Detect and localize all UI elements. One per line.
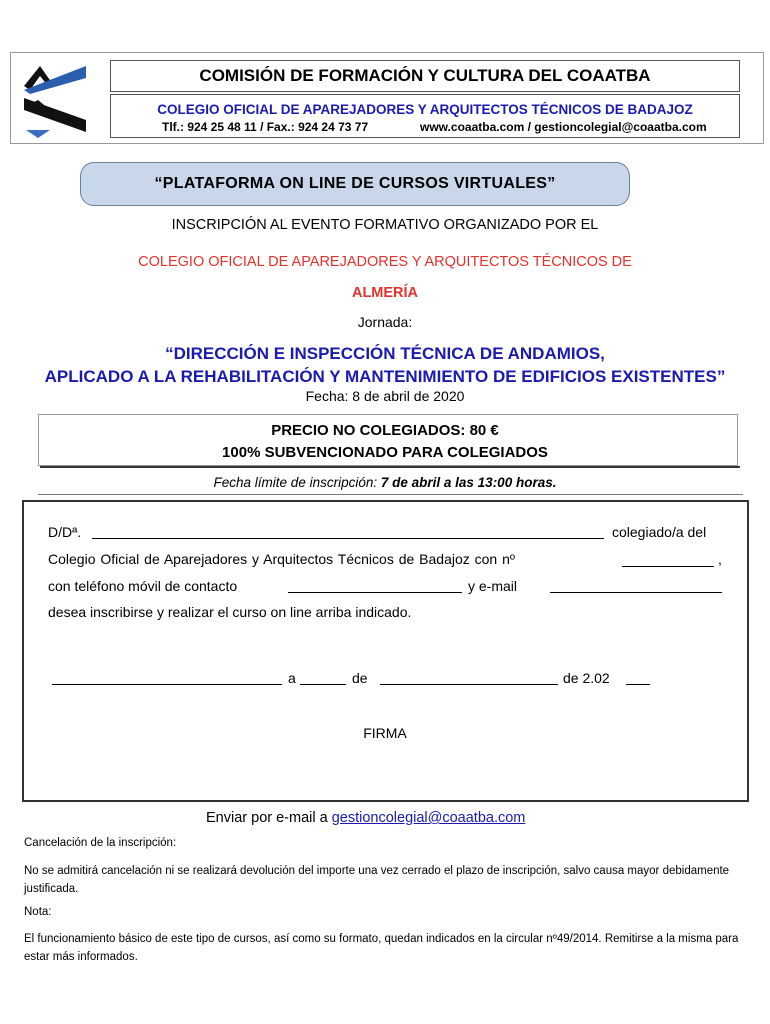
- price-non-members: PRECIO NO COLEGIADOS: 80 €: [271, 422, 499, 439]
- phone-field[interactable]: [288, 592, 462, 593]
- send-email-label: Enviar por e-mail a: [206, 810, 328, 826]
- event-date: Fecha: 8 de abril de 2020: [305, 388, 465, 404]
- dd-label: D/Dª.: [48, 524, 82, 540]
- date-a: a: [288, 670, 296, 686]
- registration-form: [22, 500, 749, 802]
- divider: [38, 494, 743, 495]
- name-field[interactable]: [92, 538, 604, 539]
- header-web: www.coaatba.com / gestioncolegial@coaatba.com: [420, 120, 707, 134]
- header-title: COMISIÓN DE FORMACIÓN Y CULTURA DEL COAATBA: [199, 66, 651, 85]
- colegio-text: Colegio Oficial de Aparejadores y Arquitectos Técnicos de Badajoz con nº: [48, 551, 516, 567]
- day-field[interactable]: [300, 684, 346, 685]
- coaatba-logo: [20, 60, 106, 140]
- send-email-link[interactable]: gestioncolegial@coaatba.com: [331, 810, 526, 826]
- colegio-end: ,: [718, 551, 722, 567]
- member-number-field[interactable]: [622, 566, 714, 567]
- event-title-line2: APLICADO A LA REHABILITACIÓN Y MANTENIMIENTO DE EDIFICIOS EXISTENTES”: [44, 367, 726, 386]
- cancel-title: Cancelación de la inscripción:: [24, 837, 177, 849]
- firma-label: FIRMA: [363, 725, 407, 741]
- nota-text: El funcionamiento básico de este tipo de cursos, así como su formato, quedan indicados en la circular nº49/2014. Remitirse a la misma para estar más informados.: [24, 933, 739, 963]
- price-box-shadow: [40, 466, 740, 468]
- email-field[interactable]: [550, 592, 722, 593]
- platform-banner: “PLATAFORMA ON LINE DE CURSOS VIRTUALES”: [80, 162, 630, 206]
- header-phone: Tlf.: 924 25 48 11 / Fax.: 924 24 73 77: [162, 120, 369, 134]
- deadline-value: 7 de abril a las 13:00 horas.: [380, 475, 557, 490]
- email-label: y e-mail: [468, 578, 518, 594]
- event-title-line1: “DIRECCIÓN E INSPECCIÓN TÉCNICA DE ANDAMIOS,: [165, 344, 605, 363]
- price-members: 100% SUBVENCIONADO PARA COLEGIADOS: [222, 444, 548, 461]
- organizer-city: ALMERÍA: [351, 285, 419, 301]
- jornada-label: Jornada:: [357, 314, 413, 330]
- desea-text: desea inscribirse y realizar el curso on line arriba indicado.: [48, 604, 412, 620]
- deadline: [0, 475, 770, 490]
- send-email-line: [206, 810, 525, 826]
- cancel-text: No se admitirá cancelación ni se realizará devolución del importe una vez cerrado el plazo de inscripción, salvo causa mayor debidamente justificada.: [24, 865, 730, 895]
- organizer-name: COLEGIO OFICIAL DE APAREJADORES Y ARQUITECTOS TÉCNICOS DE: [138, 254, 632, 270]
- deadline-label: Fecha límite de inscripción:: [213, 475, 378, 490]
- dd-suffix: colegiado/a del: [612, 524, 707, 540]
- year-field[interactable]: [626, 684, 650, 685]
- date-de2: de 2.02: [563, 670, 610, 686]
- inscription-intro: INSCRIPCIÓN AL EVENTO FORMATIVO ORGANIZADO POR EL: [171, 217, 599, 233]
- date-de1: de: [352, 670, 368, 686]
- place-field[interactable]: [52, 684, 282, 685]
- phone-label: con teléfono móvil de contacto: [48, 578, 238, 594]
- nota-title: Nota:: [24, 906, 52, 918]
- header-subtitle: COLEGIO OFICIAL DE APAREJADORES Y ARQUITECTOS TÉCNICOS DE BADAJOZ: [157, 102, 693, 117]
- month-field[interactable]: [380, 684, 558, 685]
